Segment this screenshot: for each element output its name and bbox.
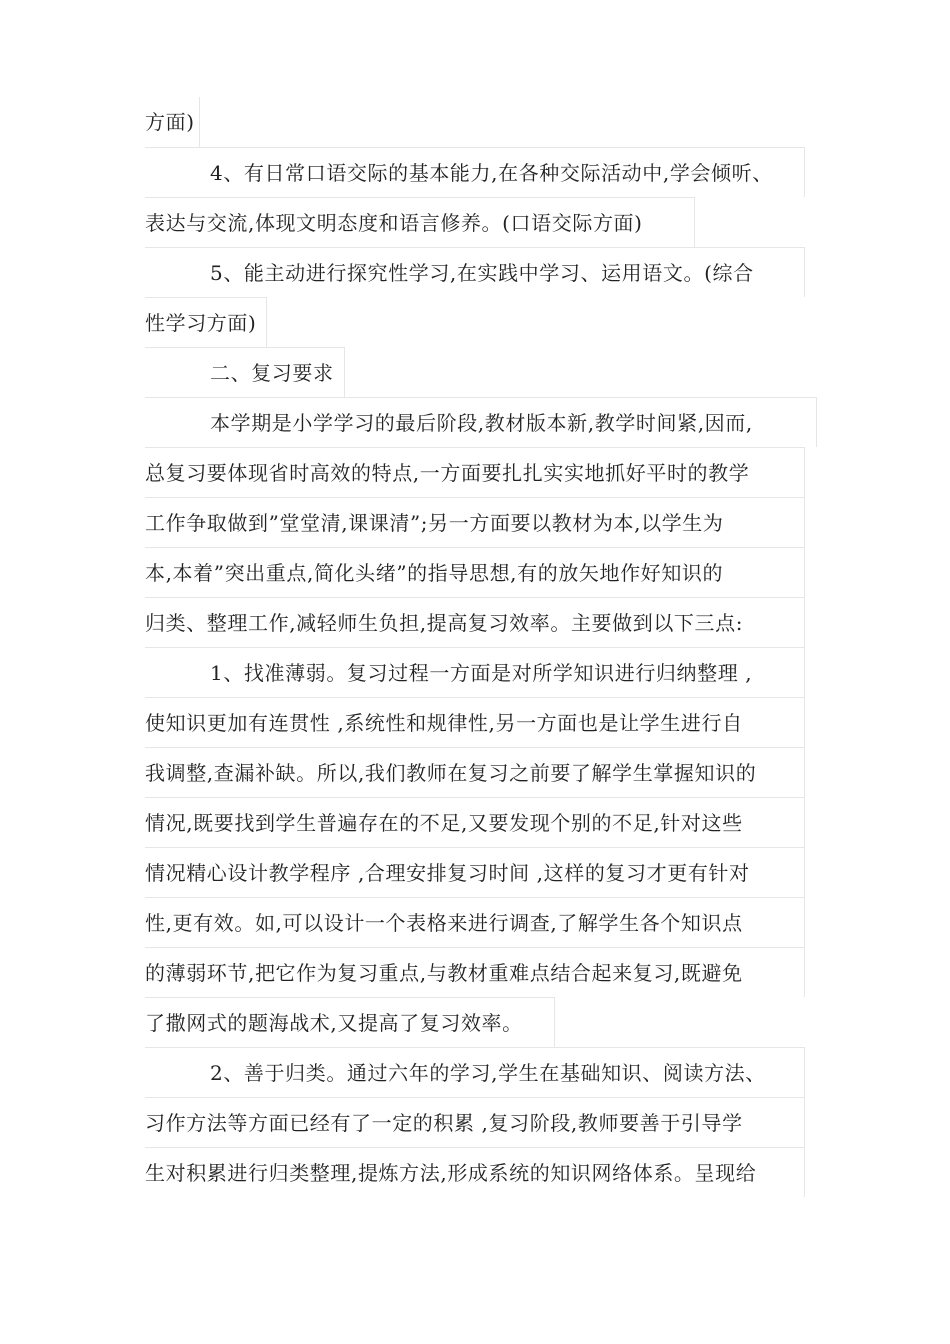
text-line: 本学期是小学学习的最后阶段,教材版本新,教学时间紧,因而, <box>145 397 817 447</box>
text-line: 表达与交流,体现文明态度和语言修养。(口语交际方面) <box>145 197 695 247</box>
text-line: 情况精心设计教学程序 ,合理安排复习时间 ,这样的复习才更有针对 <box>145 847 805 897</box>
text-line: 生对积累进行归类整理,提炼方法,形成系统的知识网络体系。呈现给 <box>145 1147 805 1197</box>
text-line: 性学习方面) <box>145 297 267 347</box>
text-line: 总复习要体现省时高效的特点,一方面要扎扎实实地抓好平时的教学 <box>145 447 805 497</box>
text-line: 了撒网式的题海战术,又提高了复习效率。 <box>145 997 555 1047</box>
text-line: 使知识更加有连贯性 ,系统性和规律性,另一方面也是让学生进行自 <box>145 697 805 747</box>
text-line: 1、找准薄弱。复习过程一方面是对所学知识进行归纳整理 , <box>145 647 805 697</box>
text-line: 本,本着”突出重点,简化头绪”的指导思想,有的放矢地作好知识的 <box>145 547 805 597</box>
text-line: 性,更有效。如,可以设计一个表格来进行调查,了解学生各个知识点 <box>145 897 805 947</box>
text-line: 4、有日常口语交际的基本能力,在各种交际活动中,学会倾听、 <box>145 147 805 197</box>
text-line: 我调整,查漏补缺。所以,我们教师在复习之前要了解学生掌握知识的 <box>145 747 805 797</box>
text-line: 工作争取做到”堂堂清,课课清”;另一方面要以教材为本,以学生为 <box>145 497 805 547</box>
text-line: 的薄弱环节,把它作为复习重点,与教材重难点结合起来复习,既避免 <box>145 947 805 997</box>
text-line: 归类、整理工作,减轻师生负担,提高复习效率。主要做到以下三点: <box>145 597 805 647</box>
text-line: 习作方法等方面已经有了一定的积累 ,复习阶段,教师要善于引导学 <box>145 1097 805 1147</box>
section-heading: 二、复习要求 <box>145 347 345 397</box>
text-line: 方面) <box>145 97 200 147</box>
text-line: 2、善于归类。通过六年的学习,学生在基础知识、阅读方法、 <box>145 1047 805 1097</box>
text-line: 5、能主动进行探究性学习,在实践中学习、运用语文。(综合 <box>145 247 805 297</box>
text-line: 情况,既要找到学生普遍存在的不足,又要发现个别的不足,针对这些 <box>145 797 805 847</box>
